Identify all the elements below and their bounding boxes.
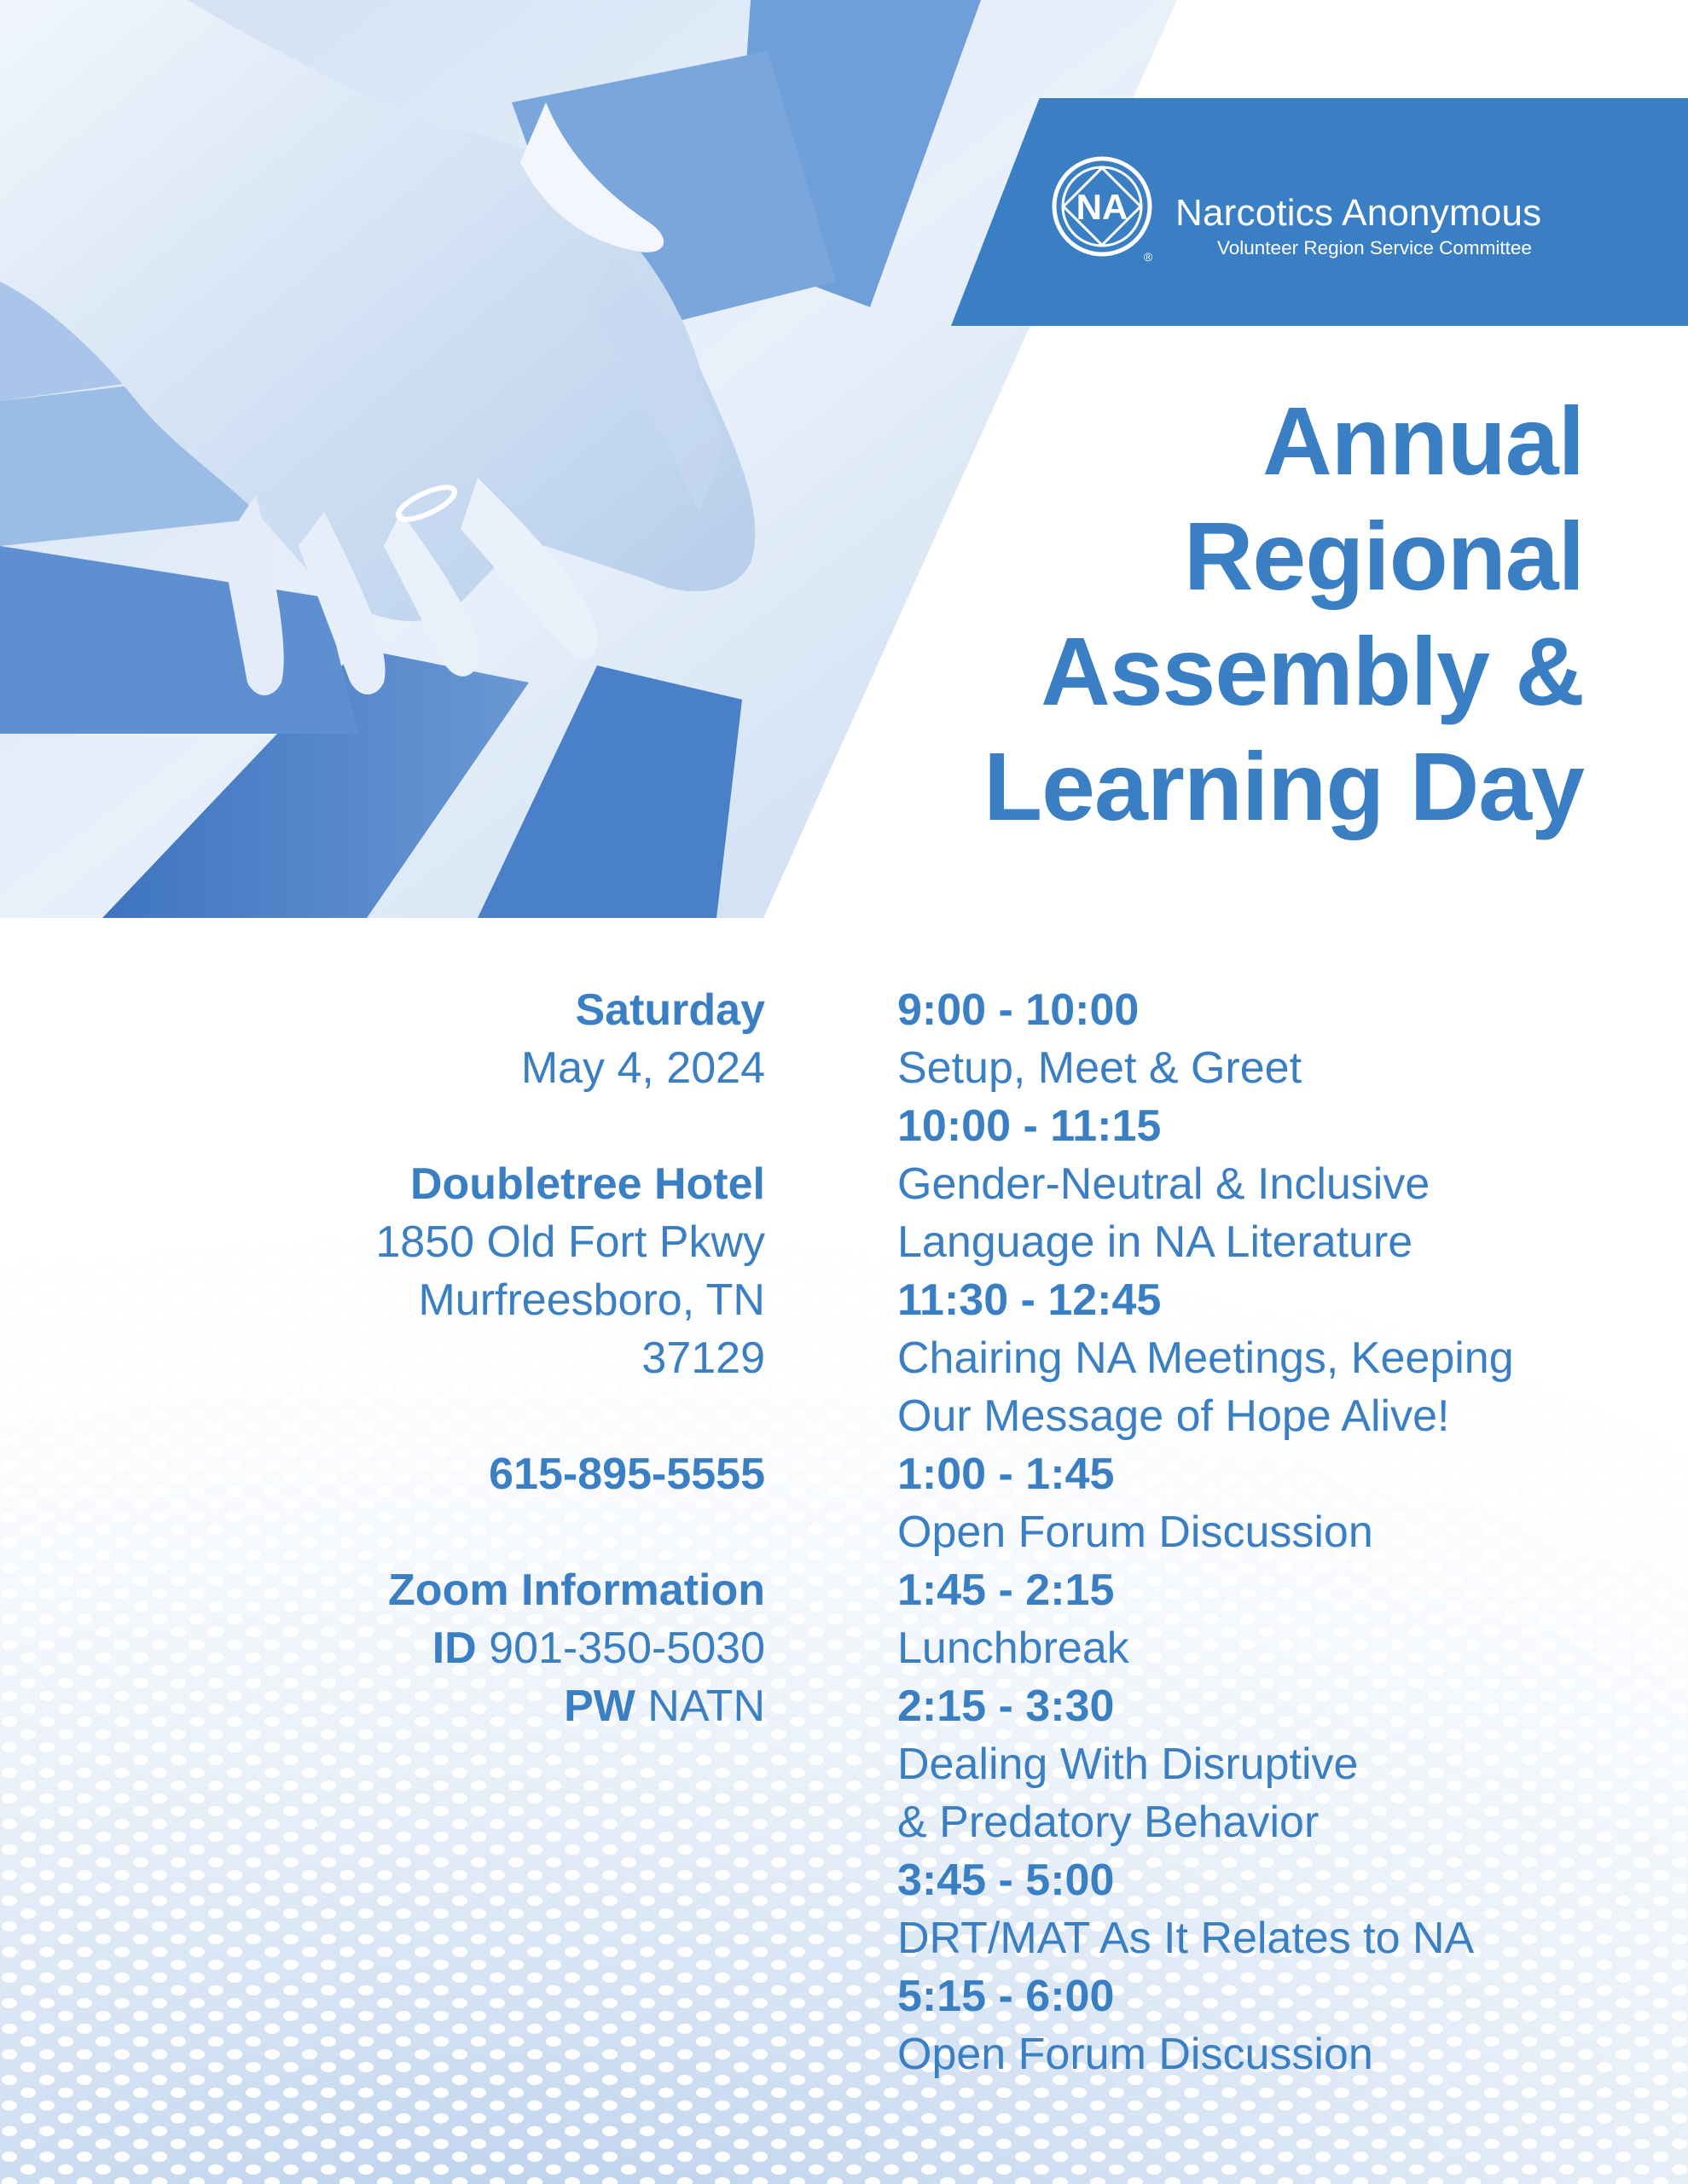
na-logo-icon bbox=[1049, 154, 1160, 264]
schedule-time: 10:00 - 11:15 bbox=[897, 1101, 1162, 1151]
zoom-password bbox=[117, 1677, 765, 1735]
schedule-session-title: Our Message of Hope Alive! bbox=[897, 1391, 1450, 1441]
schedule-item bbox=[897, 1851, 1665, 1967]
title-line: Learning Day bbox=[983, 733, 1584, 840]
title-line: Annual bbox=[1262, 387, 1584, 495]
schedule-session-title: Setup, Meet & Greet bbox=[897, 1043, 1302, 1093]
schedule-session-title: Lunchbreak bbox=[897, 1623, 1129, 1673]
schedule-session-title: DRT/MAT As It Relates to NA bbox=[897, 1914, 1475, 1963]
schedule-session-title: Open Forum Discussion bbox=[897, 1507, 1373, 1557]
title-line: Regional bbox=[1183, 502, 1584, 610]
schedule-time: 3:45 - 5:00 bbox=[897, 1856, 1115, 1905]
address-line: 37129 bbox=[641, 1333, 765, 1383]
zoom-pw-label: PW bbox=[564, 1682, 635, 1731]
zoom-id-value: 901-350-5030 bbox=[489, 1623, 765, 1673]
schedule-session-title: Gender-Neutral & Inclusive bbox=[897, 1159, 1430, 1209]
organization-name: Narcotics Anonymous bbox=[1175, 192, 1542, 234]
schedule-session-title: Chairing NA Meetings, Keeping bbox=[897, 1333, 1514, 1383]
registered-mark: ® bbox=[1143, 250, 1153, 264]
schedule-time: 2:15 - 3:30 bbox=[897, 1682, 1115, 1731]
address-line: 1850 Old Fort Pkwy bbox=[375, 1217, 765, 1267]
event-date: May 4, 2024 bbox=[520, 1043, 765, 1093]
phone-number: 615-895-5555 bbox=[489, 1449, 765, 1499]
schedule-time: 1:45 - 2:15 bbox=[897, 1565, 1115, 1615]
schedule bbox=[897, 981, 1665, 2083]
event-title bbox=[816, 384, 1584, 845]
schedule-item bbox=[897, 1677, 1665, 1851]
schedule-item bbox=[897, 1967, 1665, 2083]
zoom-id-label: ID bbox=[432, 1623, 477, 1673]
event-day: Saturday bbox=[575, 985, 765, 1035]
schedule-item bbox=[897, 1561, 1665, 1677]
schedule-item bbox=[897, 1445, 1665, 1561]
na-logo bbox=[1049, 154, 1160, 264]
title-line: Assembly & bbox=[1041, 618, 1584, 725]
schedule-time: 9:00 - 10:00 bbox=[897, 985, 1140, 1035]
schedule-time: 1:00 - 1:45 bbox=[897, 1449, 1115, 1499]
zoom-pw-value: NATN bbox=[647, 1682, 765, 1731]
schedule-time: 11:30 - 12:45 bbox=[897, 1275, 1162, 1325]
schedule-item bbox=[897, 981, 1665, 1097]
schedule-session-title: Language in NA Literature bbox=[897, 1217, 1413, 1267]
schedule-item bbox=[897, 1271, 1665, 1445]
zoom-heading: Zoom Information bbox=[388, 1565, 765, 1615]
schedule-item bbox=[897, 1097, 1665, 1271]
schedule-session-title: Open Forum Discussion bbox=[897, 2030, 1373, 2079]
venue-name: Doubletree Hotel bbox=[409, 1159, 765, 1209]
organization-committee: Volunteer Region Service Committee bbox=[1217, 237, 1532, 258]
schedule-session-title: & Predatory Behavior bbox=[897, 1798, 1320, 1847]
event-details bbox=[117, 981, 765, 1735]
logo-letters: NA bbox=[1076, 187, 1128, 227]
schedule-session-title: Dealing With Disruptive bbox=[897, 1740, 1359, 1789]
zoom-id bbox=[117, 1619, 765, 1677]
schedule-time: 5:15 - 6:00 bbox=[897, 1972, 1115, 2021]
address-line: Murfreesboro, TN bbox=[418, 1275, 765, 1325]
